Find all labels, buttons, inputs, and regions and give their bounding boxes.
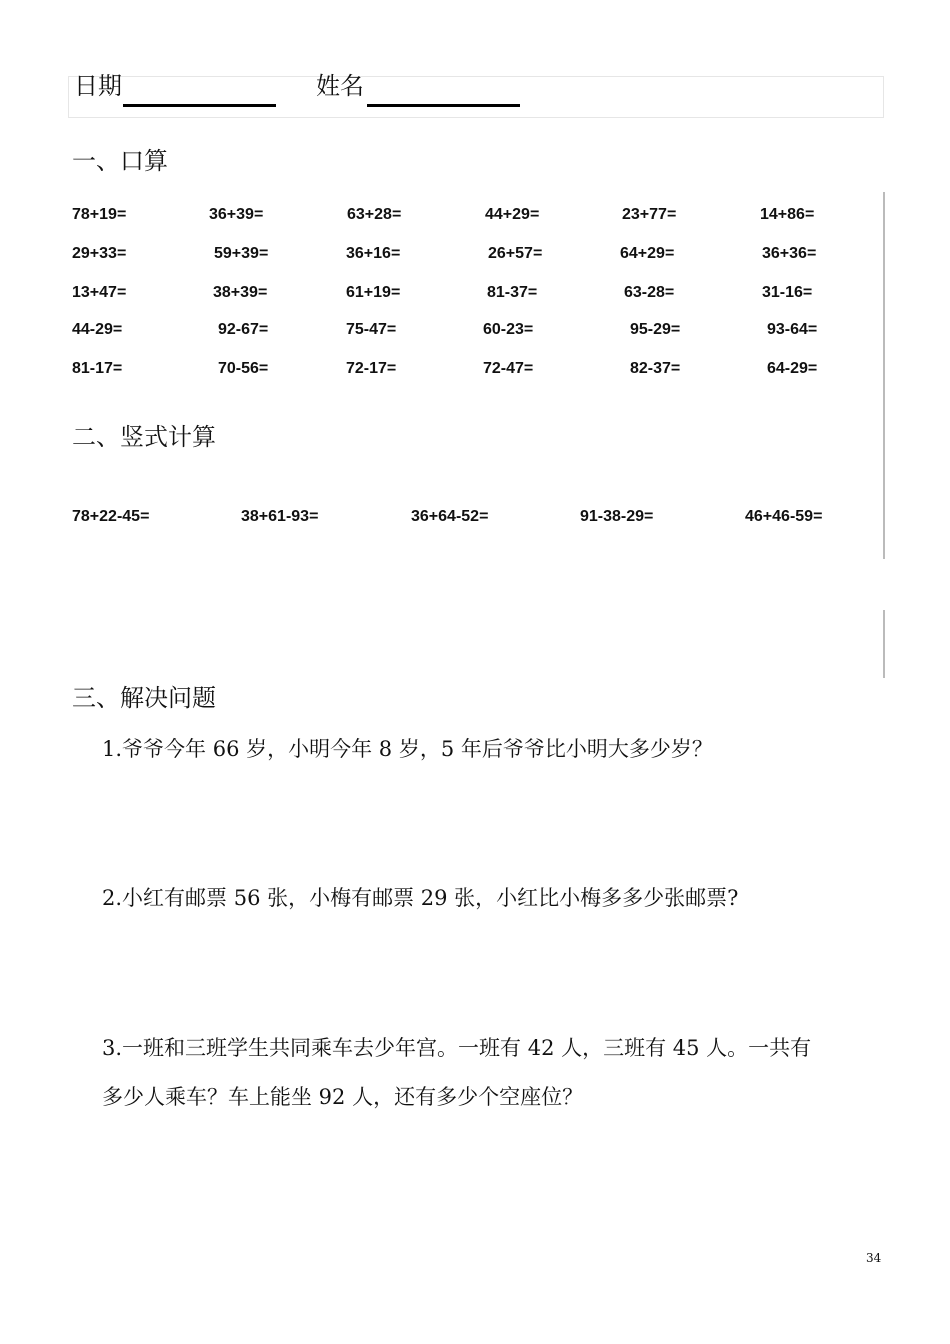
vertical-equation: 46+46-59=: [745, 508, 823, 525]
margin-rule-lower: [883, 610, 885, 678]
oral-equation: 64+29=: [620, 245, 675, 262]
oral-equation: 44-29=: [72, 321, 123, 338]
word-problem-3-continued: 多少人乘车？车上能坐 92 人，还有多少个空座位？: [102, 1085, 584, 1109]
oral-equation: 82-37=: [630, 360, 681, 377]
oral-equation: 23+77=: [622, 206, 677, 223]
oral-equation: 75-47=: [346, 321, 397, 338]
oral-equation: 13+47=: [72, 284, 127, 301]
page-number: 34: [866, 1251, 882, 1265]
name-blank[interactable]: [367, 104, 520, 107]
oral-equation: 63+28=: [347, 206, 402, 223]
date-label: 日期: [74, 72, 122, 100]
vertical-equation: 78+22-45=: [72, 508, 150, 525]
oral-equation: 36+16=: [346, 245, 401, 262]
oral-equation: 36+36=: [762, 245, 817, 262]
vertical-equation: 91-38-29=: [580, 508, 654, 525]
date-blank[interactable]: [123, 104, 276, 107]
oral-equation: 78+19=: [72, 206, 127, 223]
header-box: [68, 76, 884, 118]
oral-equation: 64-29=: [767, 360, 818, 377]
oral-equation: 70-56=: [218, 360, 269, 377]
oral-equation: 59+39=: [214, 245, 269, 262]
oral-equation: 61+19=: [346, 284, 401, 301]
oral-equation: 72-17=: [346, 360, 397, 377]
oral-equation: 29+33=: [72, 245, 127, 262]
word-problem-2: 2.小红有邮票 56 张，小梅有邮票 29 张，小红比小梅多多少张邮票?: [102, 886, 739, 910]
oral-equation: 63-28=: [624, 284, 675, 301]
oral-equation: 31-16=: [762, 284, 813, 301]
vertical-equation: 38+61-93=: [241, 508, 319, 525]
oral-equation: 93-64=: [767, 321, 818, 338]
margin-rule-upper: [883, 192, 885, 559]
section-title-vertical: 二、竖式计算: [72, 423, 216, 451]
section-title-problems: 三、解决问题: [72, 684, 216, 712]
oral-equation: 60-23=: [483, 321, 534, 338]
oral-equation: 95-29=: [630, 321, 681, 338]
word-problem-3: 3.一班和三班学生共同乘车去少年宫。一班有 42 人，三班有 45 人。一共有: [102, 1036, 812, 1060]
oral-equation: 72-47=: [483, 360, 534, 377]
oral-equation: 81-37=: [487, 284, 538, 301]
oral-equation: 44+29=: [485, 206, 540, 223]
word-problem-1: 1.爷爷今年 66 岁，小明今年 8 岁，5 年后爷爷比小明大多少岁？: [102, 737, 713, 761]
oral-equation: 26+57=: [488, 245, 543, 262]
vertical-equation: 36+64-52=: [411, 508, 489, 525]
section-title-oral: 一、口算: [72, 147, 168, 175]
oral-equation: 14+86=: [760, 206, 815, 223]
name-label: 姓名: [316, 72, 364, 100]
oral-equation: 38+39=: [213, 284, 268, 301]
oral-equation: 36+39=: [209, 206, 264, 223]
oral-equation: 81-17=: [72, 360, 123, 377]
oral-equation: 92-67=: [218, 321, 269, 338]
